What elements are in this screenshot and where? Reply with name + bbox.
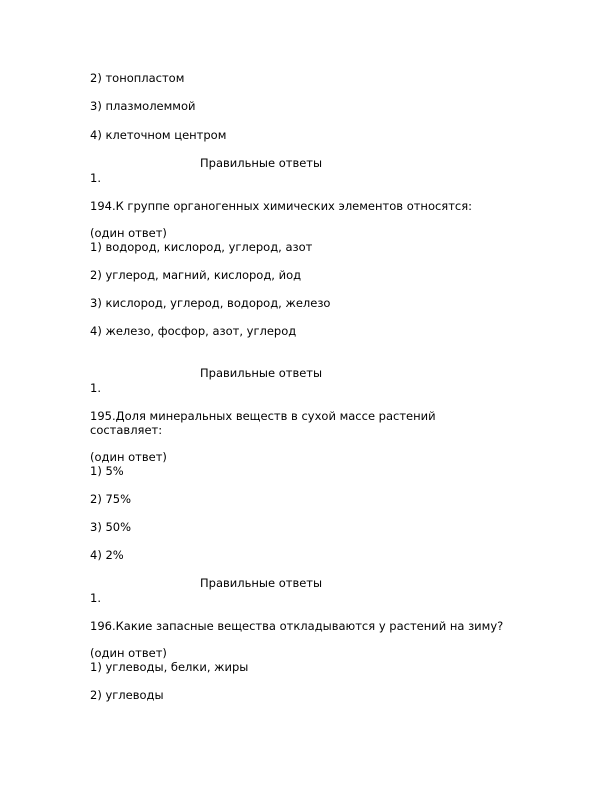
b1-option-4: 4) клеточном центром bbox=[90, 128, 227, 142]
b1-option-2: 2) тонопластом bbox=[90, 71, 185, 85]
b1-answer-number: 1. bbox=[90, 171, 101, 185]
q194-mode: (один ответ) bbox=[90, 226, 167, 240]
q196-option-2: 2) углеводы bbox=[90, 688, 164, 702]
q194-answer-number: 1. bbox=[90, 381, 101, 395]
q194-option-1: 1) водород, кислород, углерод, азот bbox=[90, 240, 313, 254]
q194-question: 194.К группе органогенных химических элементов относятся: bbox=[90, 199, 473, 213]
q195-mode: (один ответ) bbox=[90, 450, 167, 464]
b1-answers-header: Правильные ответы bbox=[200, 156, 323, 170]
q194-option-2: 2) углерод, магний, кислород, йод bbox=[90, 268, 302, 282]
q195-answer-number: 1. bbox=[90, 591, 101, 605]
q194-option-3: 3) кислород, углерод, водород, железо bbox=[90, 296, 331, 310]
q195-option-3: 3) 50% bbox=[90, 520, 132, 534]
q194-answers-header: Правильные ответы bbox=[200, 366, 323, 380]
q195-option-4: 4) 2% bbox=[90, 548, 124, 562]
q196-option-1: 1) углеводы, белки, жиры bbox=[90, 660, 249, 674]
q195-question-line-1: 195.Доля минеральных веществ в сухой массе растений bbox=[90, 409, 436, 423]
q195-answers-header: Правильные ответы bbox=[200, 576, 323, 590]
b1-option-3: 3) плазмолеммой bbox=[90, 99, 196, 113]
q195-option-1: 1) 5% bbox=[90, 464, 124, 478]
q195-question-line-2: составляет: bbox=[90, 423, 163, 437]
q194-option-4: 4) железо, фосфор, азот, углерод bbox=[90, 324, 297, 338]
q196-question: 196.Какие запасные вещества откладываются у растений на зиму? bbox=[90, 619, 504, 633]
q195-option-2: 2) 75% bbox=[90, 492, 132, 506]
q196-mode: (один ответ) bbox=[90, 646, 167, 660]
